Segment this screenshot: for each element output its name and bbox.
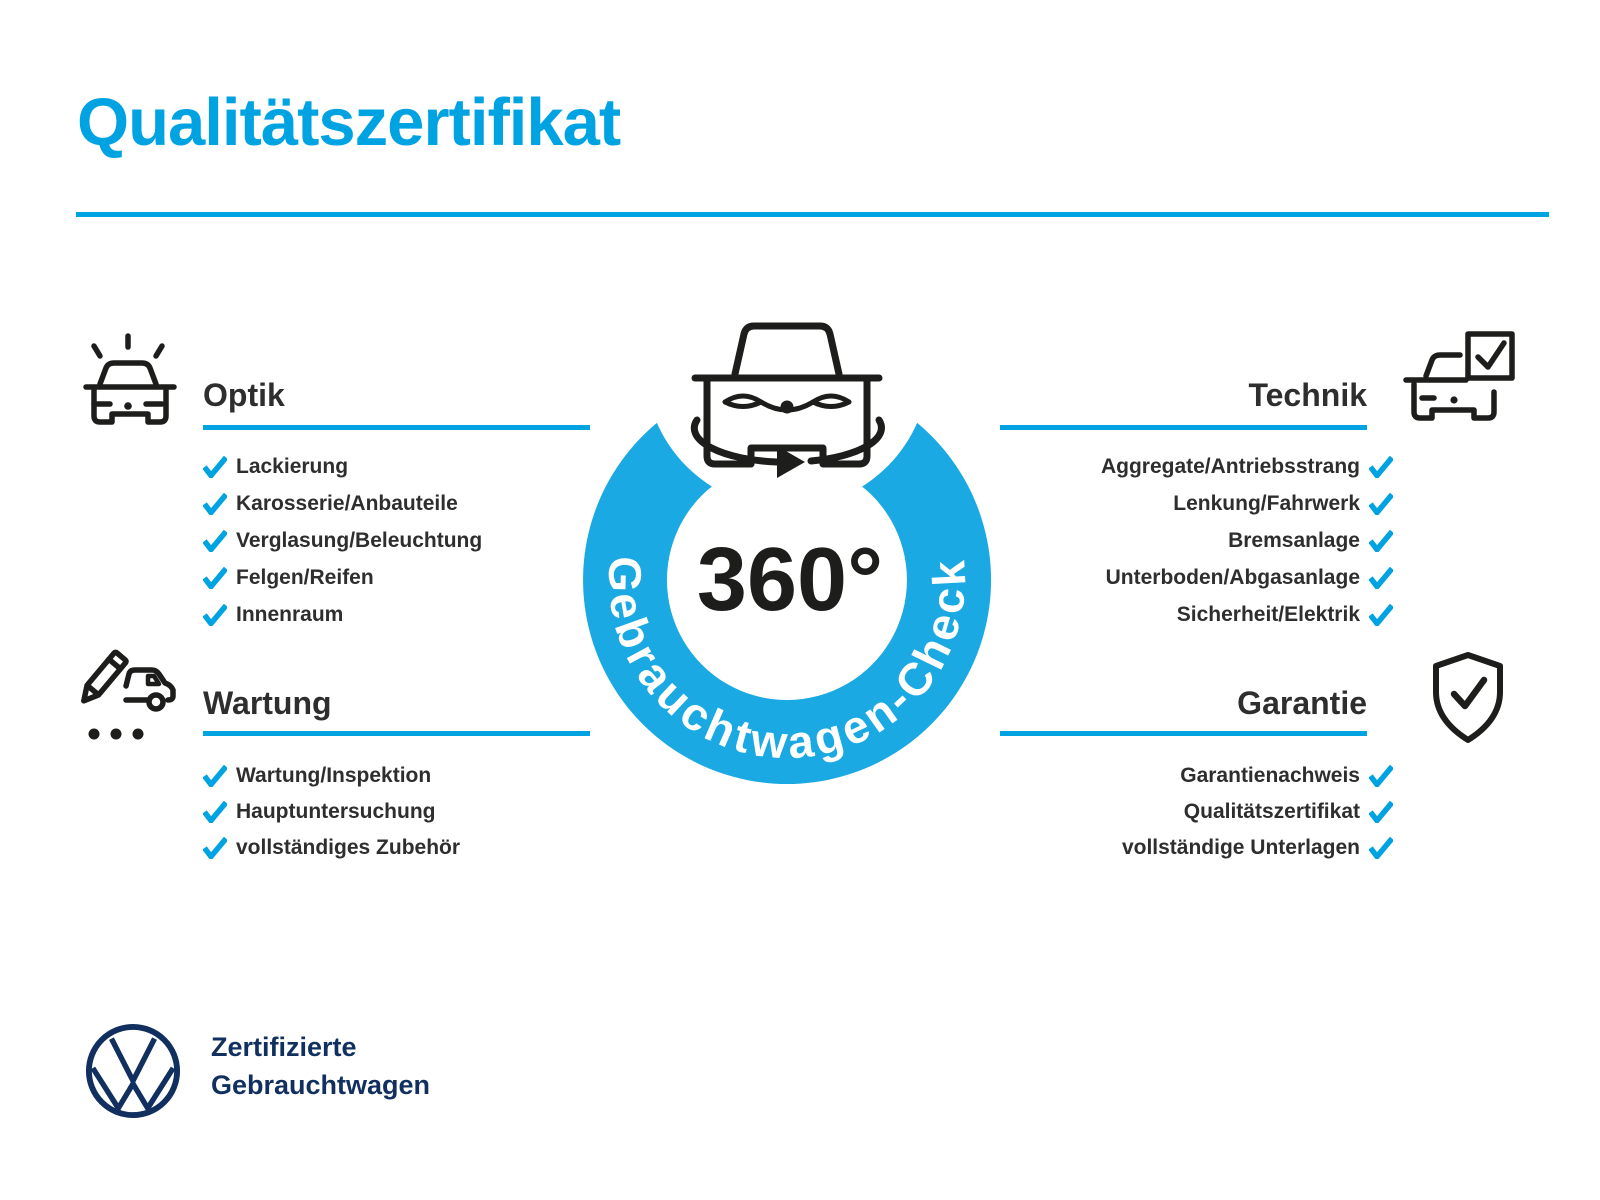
check-icon <box>1369 837 1393 859</box>
section-garantie-list <box>1000 758 1393 866</box>
section-optik <box>203 376 590 633</box>
section-optik-heading: Optik <box>203 377 285 413</box>
list-item <box>1000 559 1393 596</box>
service-checklist-icon <box>78 646 178 746</box>
list-item-label: Bremsanlage <box>1228 528 1360 552</box>
check-icon <box>1369 493 1393 515</box>
list-item <box>203 596 590 633</box>
list-item <box>1000 522 1393 559</box>
section-wartung-underline <box>203 731 590 736</box>
list-item <box>203 485 590 522</box>
list-item-label: Unterboden/Abgasanlage <box>1105 565 1360 589</box>
check-icon <box>1369 530 1393 552</box>
car-shine-icon <box>80 332 180 432</box>
title-rule <box>76 212 1549 217</box>
list-item <box>1000 830 1393 866</box>
list-item <box>203 522 590 559</box>
section-wartung <box>203 684 590 866</box>
list-item <box>203 448 590 485</box>
check-icon <box>203 604 227 626</box>
list-item <box>1000 596 1393 633</box>
list-item <box>203 830 590 866</box>
section-garantie <box>1000 684 1393 866</box>
section-optik-list <box>203 448 590 633</box>
page-title: Qualitätszertifikat <box>77 85 621 160</box>
degree-label: 360° <box>696 530 884 630</box>
section-technik-heading: Technik <box>1248 377 1367 413</box>
list-item-label: Aggregate/Antriebsstrang <box>1100 454 1360 478</box>
list-item-label: Felgen/Reifen <box>236 565 374 589</box>
list-item <box>1000 794 1393 830</box>
list-item-label: Wartung/Inspektion <box>236 764 432 787</box>
list-item-label: Garantienachweis <box>1180 764 1360 787</box>
list-item <box>1000 758 1393 794</box>
check-icon <box>1369 765 1393 787</box>
section-wartung-list <box>203 758 590 866</box>
brand-line-2: Gebrauchtwagen <box>211 1070 431 1100</box>
list-item <box>203 794 590 830</box>
section-technik <box>1000 376 1393 633</box>
list-item <box>1000 485 1393 522</box>
check-icon <box>1369 567 1393 589</box>
list-item-label: Hauptuntersuchung <box>236 800 436 823</box>
check-icon <box>1369 604 1393 626</box>
list-item-label: Qualitätszertifikat <box>1183 800 1360 823</box>
list-item-label: vollständiges Zubehör <box>236 836 461 859</box>
list-item-label: Lenkung/Fahrwerk <box>1173 491 1360 515</box>
list-item-label: vollständige Unterlagen <box>1121 836 1360 859</box>
section-technik-underline <box>1000 425 1367 430</box>
section-garantie-underline <box>1000 731 1367 736</box>
shield-check-icon <box>1428 650 1508 746</box>
check-icon <box>203 456 227 478</box>
vw-logo <box>84 1022 182 1120</box>
list-item-label: Verglasung/Beleuchtung <box>236 528 483 552</box>
list-item-label: Karosserie/Anbauteile <box>236 491 458 515</box>
car-checkbox-icon <box>1402 330 1520 430</box>
check-icon <box>203 837 227 859</box>
check-icon <box>203 801 227 823</box>
check-icon <box>1369 456 1393 478</box>
section-wartung-heading: Wartung <box>203 685 332 721</box>
brand-wordmark <box>211 1028 430 1104</box>
check-icon <box>1369 801 1393 823</box>
check-icon <box>203 493 227 515</box>
list-item-label: Innenraum <box>236 602 344 626</box>
check-icon <box>203 530 227 552</box>
list-item-label: Sicherheit/Elektrik <box>1176 602 1360 626</box>
check-icon <box>203 765 227 787</box>
list-item <box>203 758 590 794</box>
section-optik-underline <box>203 425 590 430</box>
list-item-label: Lackierung <box>236 454 349 478</box>
ring-label: Gebrauchtwagen-Check <box>598 555 976 770</box>
section-technik-list <box>1000 448 1393 633</box>
check-icon <box>203 567 227 589</box>
list-item <box>203 559 590 596</box>
section-garantie-heading: Garantie <box>1237 685 1367 721</box>
badge-360-check <box>545 278 1015 798</box>
brand-line-1: Zertifizierte <box>211 1032 357 1062</box>
list-item <box>1000 448 1393 485</box>
